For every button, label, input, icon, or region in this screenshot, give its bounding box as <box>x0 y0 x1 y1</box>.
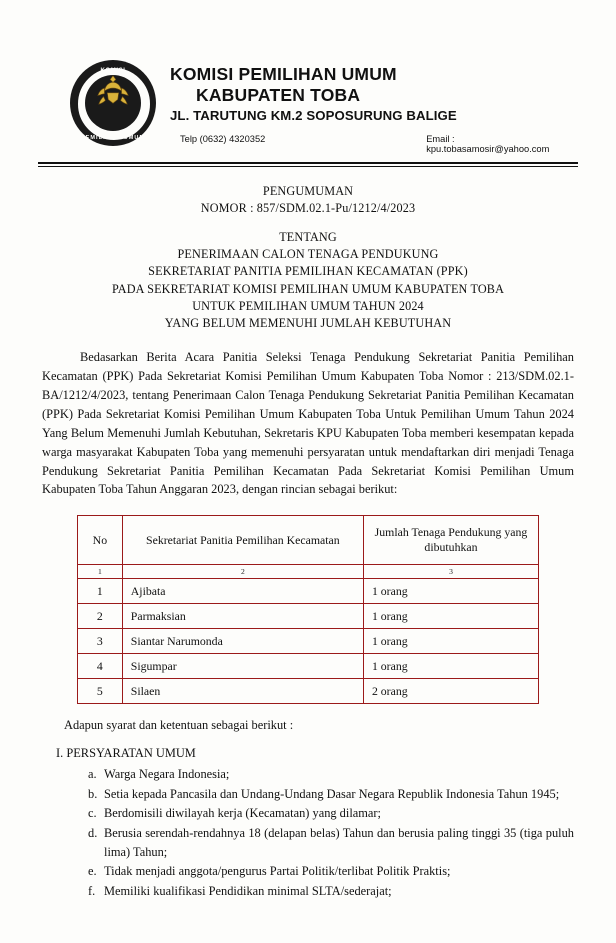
organization-block <box>156 58 578 154</box>
list-item <box>88 824 574 861</box>
list-item-text: Tidak menjadi anggota/pengurus Partai Politik/terlibat Politik Praktis; <box>104 864 451 879</box>
about-line-3: PADA SEKRETARIAT KOMISI PEMILIHAN UMUM KABUPATEN TOBA <box>111 281 505 296</box>
list-item <box>88 804 574 823</box>
header-rule-thin <box>38 166 578 167</box>
table-row <box>78 679 539 704</box>
lead-in-text: Adapun syarat dan ketentuan sebagai berikut : <box>64 718 294 733</box>
table-row <box>78 579 539 604</box>
column-number-2: 2 <box>122 565 363 579</box>
section-title: PERSYARATAN UMUM <box>66 746 196 761</box>
list-item <box>88 785 574 804</box>
contact-row <box>170 134 578 154</box>
contact-phone: Telp (0632) 4320352 <box>180 134 266 145</box>
logo-text-top: KOMISI <box>100 68 126 74</box>
about-line-1: PENERIMAAN CALON TENAGA PENDUKUNG <box>177 246 439 261</box>
list-item-text: Berusia serendah-rendahnya 18 (delapan belas) Tahun dan berusia paling tinggi 35 (tiga puluh lima) Tahun; <box>104 826 574 859</box>
table-header-no: No <box>78 516 123 565</box>
list-item-text: Berdomisili diwilayah kerja (Kecamatan) yang dilamar; <box>104 806 381 821</box>
list-item-text: Setia kepada Pancasila dan Undang-Undang Dasar Negara Republik Indonesia Tahun 1945; <box>104 786 560 801</box>
table-row <box>78 629 539 654</box>
column-number-1: 1 <box>78 565 123 579</box>
org-name-line1: KOMISI PEMILIHAN UMUM <box>170 64 397 84</box>
logo-text-bottom: PEMILIHAN UMUM <box>80 135 146 141</box>
about-line-2: SEKRETARIAT PANITIA PEMILIHAN KECAMATAN (PPK) <box>148 264 468 279</box>
row-no: 2 <box>78 604 123 629</box>
list-marker: c. <box>88 806 97 821</box>
section-number: I. <box>56 746 64 761</box>
contact-email: Email : kpu.tobasamosir@yahoo.com <box>426 134 550 155</box>
table-header-qty: Jumlah Tenaga Pendukung yang dibutuhkan <box>363 516 538 565</box>
org-name-line2: KABUPATEN TOBA <box>196 84 361 105</box>
body-paragraph: Bedasarkan Berita Acara Panitia Seleksi Tenaga Pendukung Sekretariat Panitia Pemilihan Kecamatan (PPK) Pada Sekretariat Komisi Pemilihan Umum Kabupaten Toba Nomor : 213/SDM.02.1-BA/1212/4/2023, tentang Penerimaan Calon Tenaga Pendukung Sekretariat Panitia Pemilihan Kecamatan (PPK) Pada Sekretariat Komisi Pemilihan Umum Kabupaten Toba Untuk Pemilihan Umum Tahun 2024 Yang Belum Memenuhi Jumlah Kebutuhan, Sekretaris KPU Kabupaten Toba memberi kesempatan kepada warga masyarakat Kabupaten Toba yang memenuhi persyaratan untuk mendaftarkan diri menjadi Tenaga Pendukung Sekretariat Panitia Pemilihan Kecamatan Pada Sekretariat Komisi Pemilihan Umum Kabupaten Toba Tahun Anggaran 2023, dengan rincian sebagai berikut: <box>42 350 574 497</box>
about-line-4: UNTUK PEMILIHAN UMUM TAHUN 2024 <box>192 298 424 313</box>
row-name: Siantar Narumonda <box>122 629 363 654</box>
row-qty: 1 orang <box>363 579 538 604</box>
letterhead <box>38 0 578 154</box>
row-name: Ajibata <box>122 579 363 604</box>
row-qty: 1 orang <box>363 629 538 654</box>
list-item-text: Warga Negara Indonesia; <box>104 767 230 782</box>
column-number-3: 3 <box>363 565 538 579</box>
table-body <box>78 579 539 704</box>
about-label: TENTANG <box>279 229 337 244</box>
list-marker: e. <box>88 864 97 879</box>
list-item-text: Memiliki kualifikasi Pendidikan minimal SLTA/sederajat; <box>104 883 392 898</box>
table-head <box>78 516 539 579</box>
header-rule-thick <box>38 162 578 164</box>
list-marker: b. <box>88 786 98 801</box>
list-item <box>88 882 574 901</box>
table-row <box>78 604 539 629</box>
about-line-5: YANG BELUM MEMENUHI JUMLAH KEBUTUHAN <box>164 316 452 331</box>
row-no: 3 <box>78 629 123 654</box>
requirements-table <box>77 515 539 704</box>
kpu-logo <box>70 60 156 148</box>
requirements-list <box>38 765 578 900</box>
document-heading: PENGUMUMAN <box>262 183 354 198</box>
list-marker: d. <box>88 826 98 841</box>
list-marker: a. <box>88 767 97 782</box>
org-address: JL. TARUTUNG KM.2 SOPOSURUNG BALIGE <box>170 108 457 124</box>
title-block <box>38 183 578 333</box>
row-no: 5 <box>78 679 123 704</box>
row-name: Sigumpar <box>122 654 363 679</box>
list-item <box>88 765 574 784</box>
table-header-name: Sekretariat Panitia Pemilihan Kecamatan <box>122 516 363 565</box>
row-name: Parmaksian <box>122 604 363 629</box>
table-column-number-row <box>78 565 539 579</box>
row-no: 1 <box>78 579 123 604</box>
document-number: NOMOR : 857/SDM.02.1-Pu/1212/4/2023 <box>200 201 416 216</box>
list-marker: f. <box>88 883 96 898</box>
row-qty: 1 orang <box>363 654 538 679</box>
section-heading <box>38 746 578 761</box>
row-qty: 1 orang <box>363 604 538 629</box>
row-qty: 2 orang <box>363 679 538 704</box>
table-row <box>78 654 539 679</box>
row-no: 4 <box>78 654 123 679</box>
table-header-row <box>78 516 539 565</box>
garuda-emblem-icon <box>94 70 132 108</box>
row-name: Silaen <box>122 679 363 704</box>
list-item <box>88 862 574 881</box>
